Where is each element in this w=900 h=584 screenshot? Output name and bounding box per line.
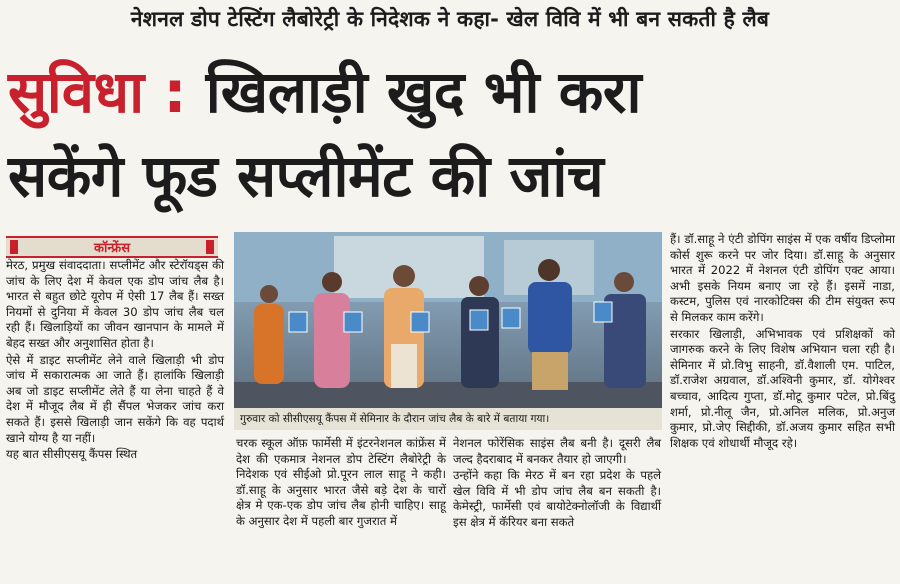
photo-caption: गुरुवार को सीसीएसयू कैंपस में सेमिनार के दौरान जांच लैब के बारे में बताया गया। bbox=[234, 408, 662, 430]
article-column-1 bbox=[6, 258, 224, 464]
headline-line-1 bbox=[8, 50, 900, 134]
tag-bar-left bbox=[10, 240, 18, 254]
column-4-paragraph-1: हैं। डॉ.साहू ने एंटी डोपिंग साइंस में एक वर्षीय डिप्लोमा कोर्स शुरू करने पर जोर दिया। डॉ.साहू के अनुसार भारत में 2022 में नेशनल एंटी डोपिंग एक्ट आया। अभी इसके नियम बनाए जा रहे हैं। इसमें नाडा, कस्टम, पुलिस एवं नारकोटिक्स की टीम संयुक्त रूप से मिलकर काम करेंगे। bbox=[670, 232, 895, 324]
event-photo bbox=[234, 232, 662, 408]
kicker-headline: नेशनल डोप टेस्टिंग लैबोरेट्री के निदेशक ने कहा- खेल विवि में भी बन सकती है लैब bbox=[130, 7, 770, 31]
article-column-4 bbox=[670, 232, 895, 452]
column-4-paragraph-2: सरकार खिलाड़ी, अभिभावक एवं प्रशिक्षकों को जागरुक करने के लिए विशेष अभियान चला रही है। सेमिनार में प्रो.विभु साहनी, डॉ.वैशाली एम. पाटिल, डॉ.राजेश अग्रवाल, डॉ.अश्विनी कुमार, डॉ. योगेश्वर बच्चाव, आदित्य गुप्ता, डॉ.मोटू कुमार पटेल, प्रो.बिंदु शर्मा, प्रो.नीलू जैन, प्रो.अनिल मलिक, प्रो.अनुज कुमार, प्रो.जेए सिद्दीकी, डॉ.अजय कुमार सहित सभी शिक्षक एवं शोधार्थी मौजूद रहे। bbox=[670, 326, 895, 450]
headline-line-2: सकेंगे फूड सप्लीमेंट की जांच bbox=[8, 142, 604, 210]
tag-bar-right bbox=[206, 240, 214, 254]
main-headline bbox=[0, 50, 900, 220]
headline-text-1: खिलाड़ी खुद भी करा bbox=[205, 58, 642, 126]
stage-floor bbox=[234, 382, 662, 408]
column-3-paragraph-2: उन्होंने कहा कि मेरठ में बन रहा प्रदेश के पहले खेल विवि में भी डोप जांच लैब बन सकती है। केमेस्ट्री, फार्मेसी एवं बायोटेक्नोलॉजी के विद्यार्थी इस क्षेत्र में कॅरियर बना सकते bbox=[453, 468, 661, 529]
event-photo-illustration bbox=[234, 232, 662, 408]
article-column-2 bbox=[236, 436, 446, 531]
article-column-3 bbox=[453, 436, 661, 532]
section-tag-label: कॉन्फ्रेंस bbox=[94, 241, 130, 256]
column-1-paragraph-3: यह बात सीसीएसयू कैंपस स्थित bbox=[6, 447, 138, 462]
column-1-paragraph-2: ऐसे में डाइट सप्लीमेंट लेने वाले खिलाड़ी भी डोप जांच में सकारात्मक आ जाते हैं। हालांकि खिलाड़ी अब जो डाइट सप्लीमेंट लेते हैं या लेना चाहते हैं वे देश में मौजूद लैब में ही सैंपल भेजकर जांच करा सकते हैं। इससे खिलाड़ी जान सकेंगे कि वह पदार्थ खाने योग्य है या नहीं। bbox=[6, 352, 224, 445]
headline-label: सुविधा : bbox=[8, 58, 187, 126]
column-1-paragraph-1: मेरठ, प्रमुख संवाददाता। सप्लीमेंट और स्टेरॉयड्स की जांच के लिए देश में केवल एक डोप जांच लैब है। भारत से बहुत छोटे यूरोप में ऐसी 17 लैब हैं। सख्त नियमों से दुनिया में केवल 30 डोप जांच लैब चल रही हैं। खिलाड़ियों का जीवन खानपान के मामले में बेहद सख्त और अनुशासित होता है। bbox=[6, 258, 224, 350]
column-3-paragraph-1: नेशनल फोरेंसिक साइंस लैब बनी है। दूसरी लैब जल्द हैदराबाद में बनकर तैयार हो जाएगी। bbox=[453, 436, 661, 466]
section-tag bbox=[6, 236, 218, 258]
column-2-paragraph-1: चरक स्कूल ऑफ़ फार्मेसी में इंटरनेशनल कांफ्रेंस में देश की एकमात्र नेशनल डोप टेस्टिंग लैबोरेट्री के निदेशक एवं सीईओ प्रो.पूरन लाल साहू ने कही। डॉ.साहू के अनुसार भारत जैसे बड़े देश के चारों क्षेत्र मे एक-एक डोप जांच लैब होनी चाहिए। साहू के अनुसार देश में पहली बार गुजरात में bbox=[236, 436, 446, 528]
